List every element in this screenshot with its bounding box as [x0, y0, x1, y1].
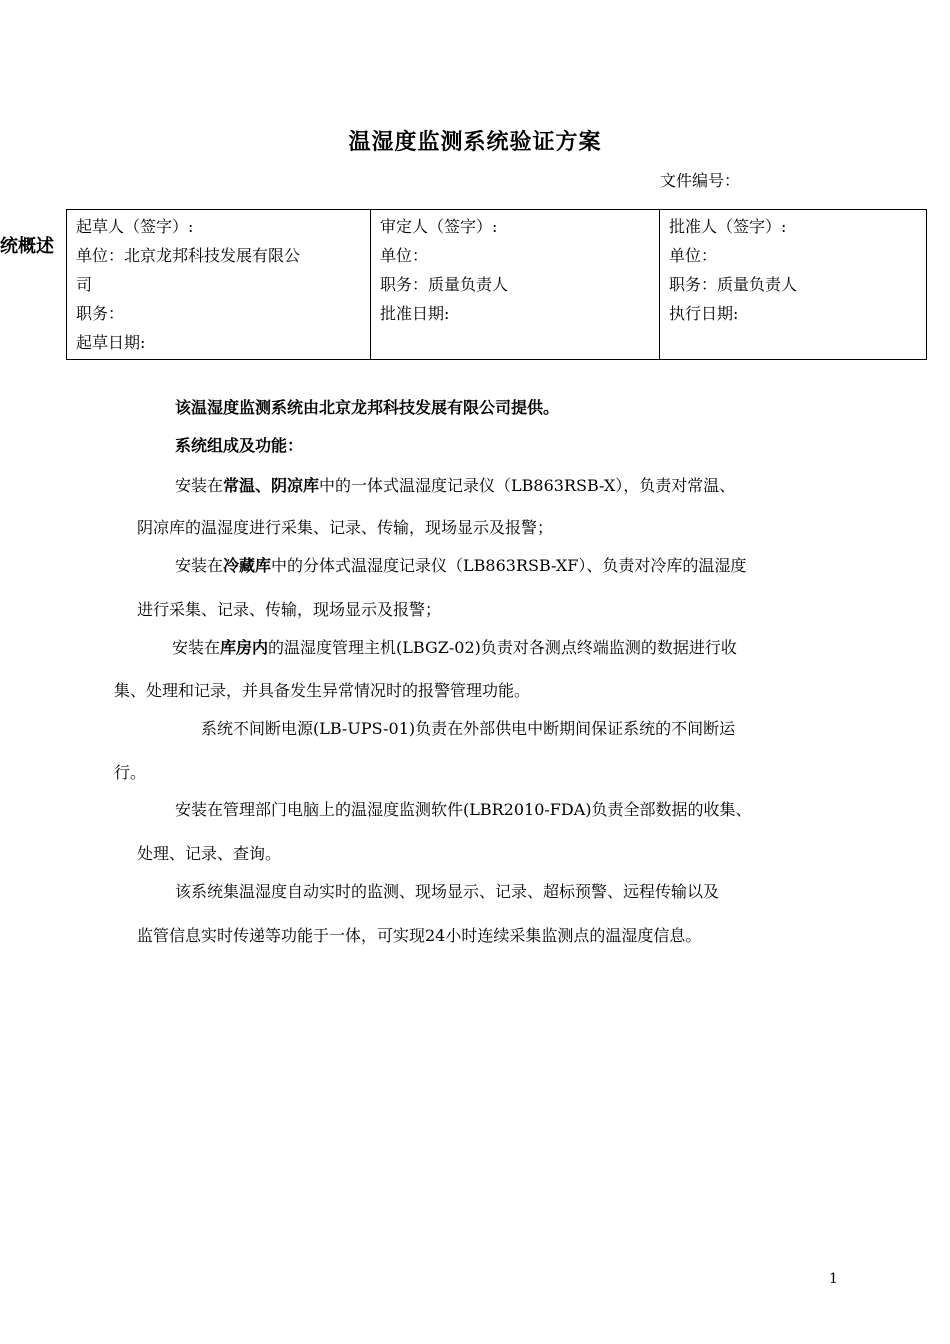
- emphasis-warehouse: 库房内: [220, 638, 269, 657]
- paragraph-2-line-2: 进行采集、记录、传输，现场显示及报警；: [137, 600, 442, 619]
- reviewer-approval-date: 批准日期:: [380, 304, 450, 323]
- paragraph-3-line-1: 安装在库房内的温湿度管理主机(LBGZ-02)负责对各测点终端监测的数据进行收: [172, 638, 737, 657]
- approver-signature: 批准人（签字）:: [669, 217, 787, 236]
- paragraph-6-line-1: 该系统集温湿度自动实时的监测、现场显示、记录、超标预警、远程传输以及: [175, 882, 720, 901]
- reviewer-position: 职务：质量负责人: [380, 275, 509, 294]
- paragraph-5-line-1: 安装在管理部门电脑上的温湿度监测软件(LBR2010-FDA)负责全部数据的收集、: [175, 800, 752, 819]
- paragraph-3-line-2: 集、处理和记录，并具备发生异常情况时的报警管理功能。: [114, 681, 531, 700]
- paragraph-4-line-1: 系统不间断电源(LB-UPS-01)负责在外部供电中断期间保证系统的不间断运: [201, 719, 736, 738]
- drafter-signature: 起草人（签字）:: [76, 217, 194, 236]
- section-side-label: 统概述: [0, 236, 54, 257]
- drafter-unit: 单位：北京龙邦科技发展有限公: [76, 246, 301, 265]
- emphasis-normal-cool-storage: 常温、阴凉库: [223, 476, 320, 495]
- document-title: 温湿度监测系统验证方案: [348, 130, 602, 155]
- approver-unit: 单位：: [669, 246, 718, 265]
- paragraph-2-line-1: 安装在冷藏库中的分体式温湿度记录仪（LB863RSB-XF）、负责对冷库的温湿度: [175, 556, 747, 575]
- drafter-date: 起草日期:: [76, 333, 146, 352]
- paragraph-1-line-1: 安装在常温、阴凉库中的一体式温湿度记录仪（LB863RSB-X），负责对常温、: [175, 476, 736, 495]
- paragraph-1-line-2: 阴凉库的温湿度进行采集、记录、传输，现场显示及报警；: [137, 518, 554, 537]
- emphasis-cold-storage: 冷藏库: [223, 556, 272, 575]
- approver-execution-date: 执行日期:: [669, 304, 739, 323]
- paragraph-4-line-2: 行。: [114, 763, 147, 782]
- page-number: 1: [829, 1271, 838, 1287]
- drafter-position: 职务：: [76, 304, 125, 323]
- reviewer-cell: [371, 210, 660, 360]
- paragraph-5-line-2: 处理、记录、查询。: [137, 844, 282, 863]
- document-number-label: 文件编号：: [660, 171, 741, 190]
- approver-position: 职务：质量负责人: [669, 275, 798, 294]
- signature-table: [66, 209, 927, 360]
- intro-paragraph: 该温湿度监测系统由北京龙邦科技发展有限公司提供。: [175, 398, 560, 417]
- drafter-unit-cont: 司: [76, 275, 93, 294]
- reviewer-unit: 单位：: [380, 246, 429, 265]
- reviewer-signature: 审定人（签字）:: [380, 217, 498, 236]
- section-heading: 系统组成及功能：: [175, 436, 304, 455]
- approver-cell: [660, 210, 927, 360]
- drafter-cell: [67, 210, 371, 360]
- paragraph-6-line-2: 监管信息实时传递等功能于一体，可实现24小时连续采集监测点的温湿度信息。: [137, 926, 702, 945]
